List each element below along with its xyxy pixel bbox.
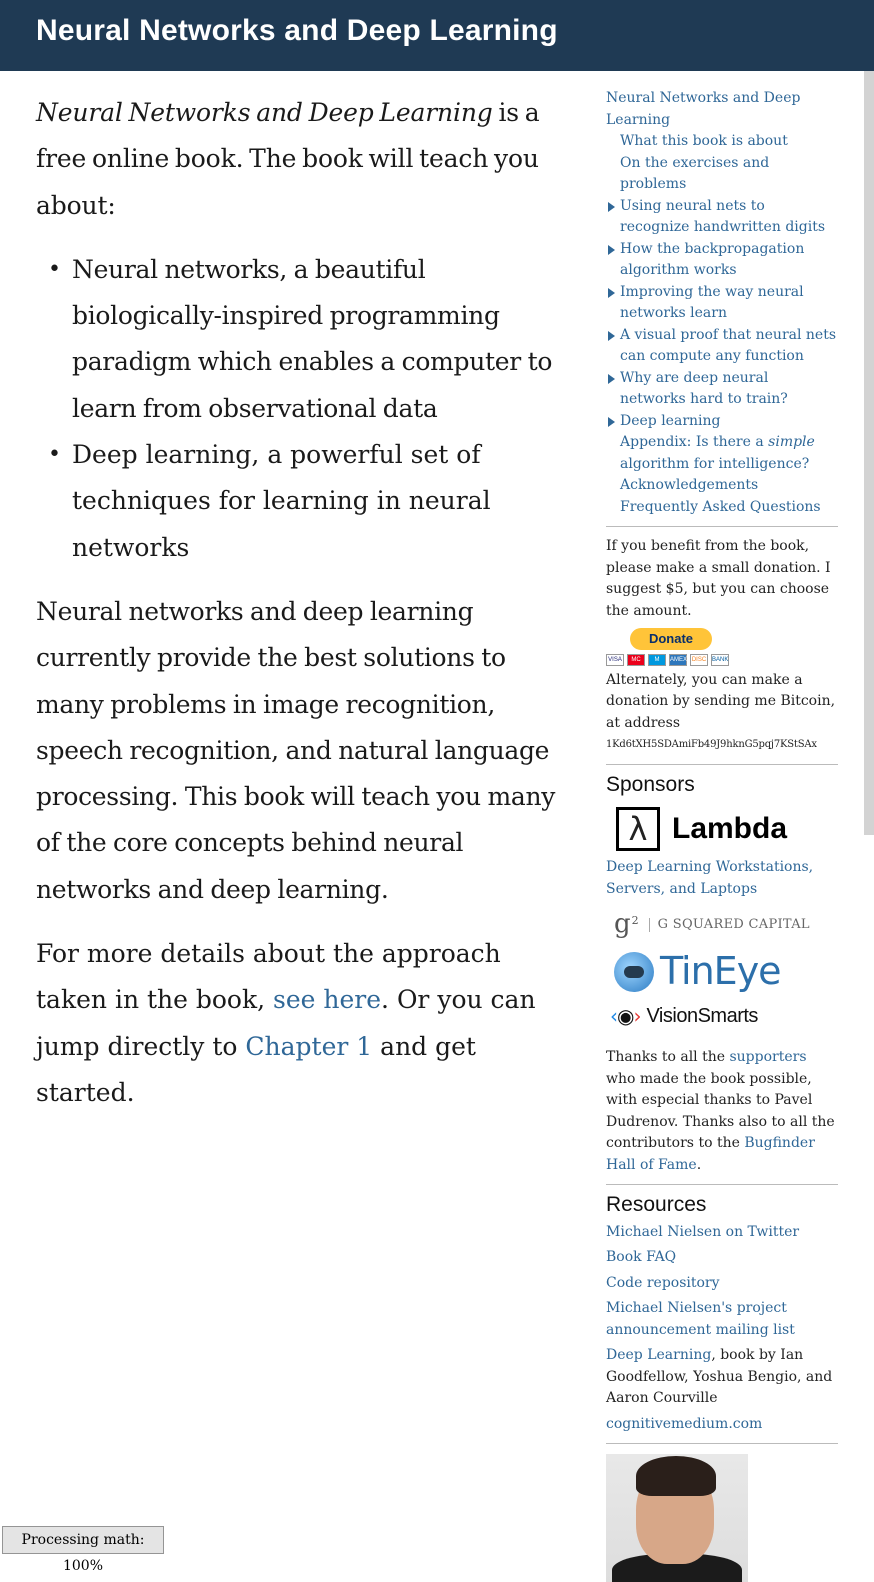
lambda-link[interactable]: Deep Learning Workstations, Servers, and Laptops xyxy=(606,859,814,897)
expand-triangle-icon[interactable] xyxy=(608,374,615,384)
toc-item-appendix[interactable]: Appendix: Is there a simple algorithm for intelligence? xyxy=(620,434,815,472)
site-title: Neural Networks and Deep Learning xyxy=(36,14,558,47)
toc-item-chapter-2[interactable]: How the backpropagation algorithm works xyxy=(620,240,805,278)
tineye-logo[interactable] xyxy=(614,948,838,993)
toc-item-chapter-6[interactable]: Deep learning xyxy=(620,412,721,429)
sidebar xyxy=(606,88,838,1582)
deep-learning-book-link[interactable]: Deep Learning xyxy=(606,1347,712,1363)
bugfinder-link[interactable]: Bugfinder Hall of Fame xyxy=(606,1135,815,1173)
resources-heading: Resources xyxy=(606,1193,707,1216)
math-processing-status: Processing math: 100% xyxy=(2,1526,164,1554)
toc-item-chapter-1[interactable]: Using neural nets to recognize handwritten digits xyxy=(620,197,826,235)
expand-triangle-icon[interactable] xyxy=(608,288,615,298)
donate-button[interactable]: Donate xyxy=(630,628,712,650)
lambda-name: Lambda xyxy=(672,812,788,846)
tineye-name: TinEye xyxy=(660,948,781,993)
discover-icon: DISC xyxy=(690,654,708,666)
toc-item-chapter-5[interactable]: Why are deep neural networks hard to train? xyxy=(620,369,788,407)
list-item: • Neural networks, a beautiful biologically-inspired programming paradigm which enables a computer to learn from observational data xyxy=(48,254,553,423)
bitcoin-text: Alternately, you can make a donation by sending me Bitcoin, at address xyxy=(606,671,836,731)
sponsors-heading: Sponsors xyxy=(606,772,695,796)
site-header xyxy=(0,0,874,71)
toc-item-faq[interactable]: Frequently Asked Questions xyxy=(620,498,821,515)
mastercard-icon: MC xyxy=(627,654,645,666)
main-content xyxy=(36,90,576,1134)
topic-list xyxy=(36,247,576,571)
supporters-link[interactable]: supporters xyxy=(729,1049,807,1065)
toc-item-chapter-4[interactable]: A visual proof that neural nets can compute any function xyxy=(620,326,837,364)
expand-triangle-icon[interactable] xyxy=(608,417,615,427)
toc-item-exercises[interactable]: On the exercises and problems xyxy=(620,154,770,192)
visionsmarts-logo[interactable] xyxy=(610,1003,838,1028)
deep-learning-book-text: Deep Learning, book by Ian Goodfellow, Yoshua Bengio, and Aaron Courville xyxy=(606,1347,833,1406)
lambda-logo[interactable] xyxy=(616,807,838,851)
table-of-contents xyxy=(606,88,838,518)
book-faq-link[interactable]: Book FAQ xyxy=(606,1249,677,1265)
maestro-icon: M xyxy=(648,654,666,666)
expand-triangle-icon[interactable] xyxy=(608,331,615,341)
g-squared-name: G SQUARED CAPITAL xyxy=(657,917,810,932)
author-photo xyxy=(606,1454,748,1582)
details-paragraph: For more details about the approach taken in the book, see here. Or you can jump directly to Chapter 1 and get started. xyxy=(36,939,536,1107)
divider xyxy=(606,1443,838,1444)
chapter-1-link[interactable]: Chapter 1 xyxy=(245,1031,373,1061)
divider xyxy=(606,1184,838,1185)
amex-icon: AMEX xyxy=(669,654,687,666)
scrollbar[interactable] xyxy=(864,71,874,835)
visionsmarts-icon: ‹◉› xyxy=(610,1003,641,1028)
bank-icon: BANK xyxy=(711,654,729,666)
list-item: • Deep learning, a powerful set of techniques for learning in neural networks xyxy=(48,440,491,562)
payment-cards xyxy=(606,654,838,666)
twitter-link[interactable]: Michael Nielsen on Twitter xyxy=(606,1223,800,1240)
donate-block xyxy=(606,628,838,666)
toc-item-chapter-3[interactable]: Improving the way neural networks learn xyxy=(620,283,804,321)
bitcoin-address: 1Kd6tXH5SDAmiFb49J9hknG5pqj7KStSAx xyxy=(606,739,817,750)
divider xyxy=(606,526,838,527)
g-squared-logo[interactable] xyxy=(614,909,838,939)
code-repository-link[interactable]: Code repository xyxy=(606,1274,720,1291)
toc-item-acknowledgements[interactable]: Acknowledgements xyxy=(620,477,759,493)
tineye-robot-icon xyxy=(614,952,654,992)
toc-book-title[interactable]: Neural Networks and Deep Learning xyxy=(606,90,801,128)
intro-paragraph xyxy=(36,90,576,229)
lambda-icon: λ xyxy=(616,807,660,851)
toc-item-about[interactable]: What this book is about xyxy=(620,133,788,149)
intro-text: is a free online book. The book will teach you about: xyxy=(36,98,540,220)
thanks-text: Thanks to all the supporters who made the book possible, with especial thanks to Pavel Dudrenov. Thanks also to all the contributors to the Bugfinder Hall of Fame. xyxy=(606,1049,835,1173)
see-here-link[interactable]: see here xyxy=(273,985,382,1015)
cognitivemedium-link[interactable]: cognitivemedium.com xyxy=(606,1415,763,1432)
mailing-list-link[interactable]: Michael Nielsen's project announcement mailing list xyxy=(606,1300,795,1338)
book-title: Neural Networks and Deep Learning xyxy=(36,98,493,127)
visa-icon: VISA xyxy=(606,654,624,666)
donate-text: If you benefit from the book, please make a small donation. I suggest $5, but you can choose the amount. xyxy=(606,538,831,619)
expand-triangle-icon[interactable] xyxy=(608,245,615,255)
visionsmarts-name: VisionSmarts xyxy=(646,1004,758,1027)
expand-triangle-icon[interactable] xyxy=(608,202,615,212)
g-squared-icon: g 2 xyxy=(614,909,639,939)
description-paragraph: Neural networks and deep learning currently provide the best solutions to many problems in image recognition, speech recognition, and natural language processing. This book will teach you many of the core concepts behind neural networks and deep learning. xyxy=(36,596,556,904)
divider xyxy=(606,764,838,765)
